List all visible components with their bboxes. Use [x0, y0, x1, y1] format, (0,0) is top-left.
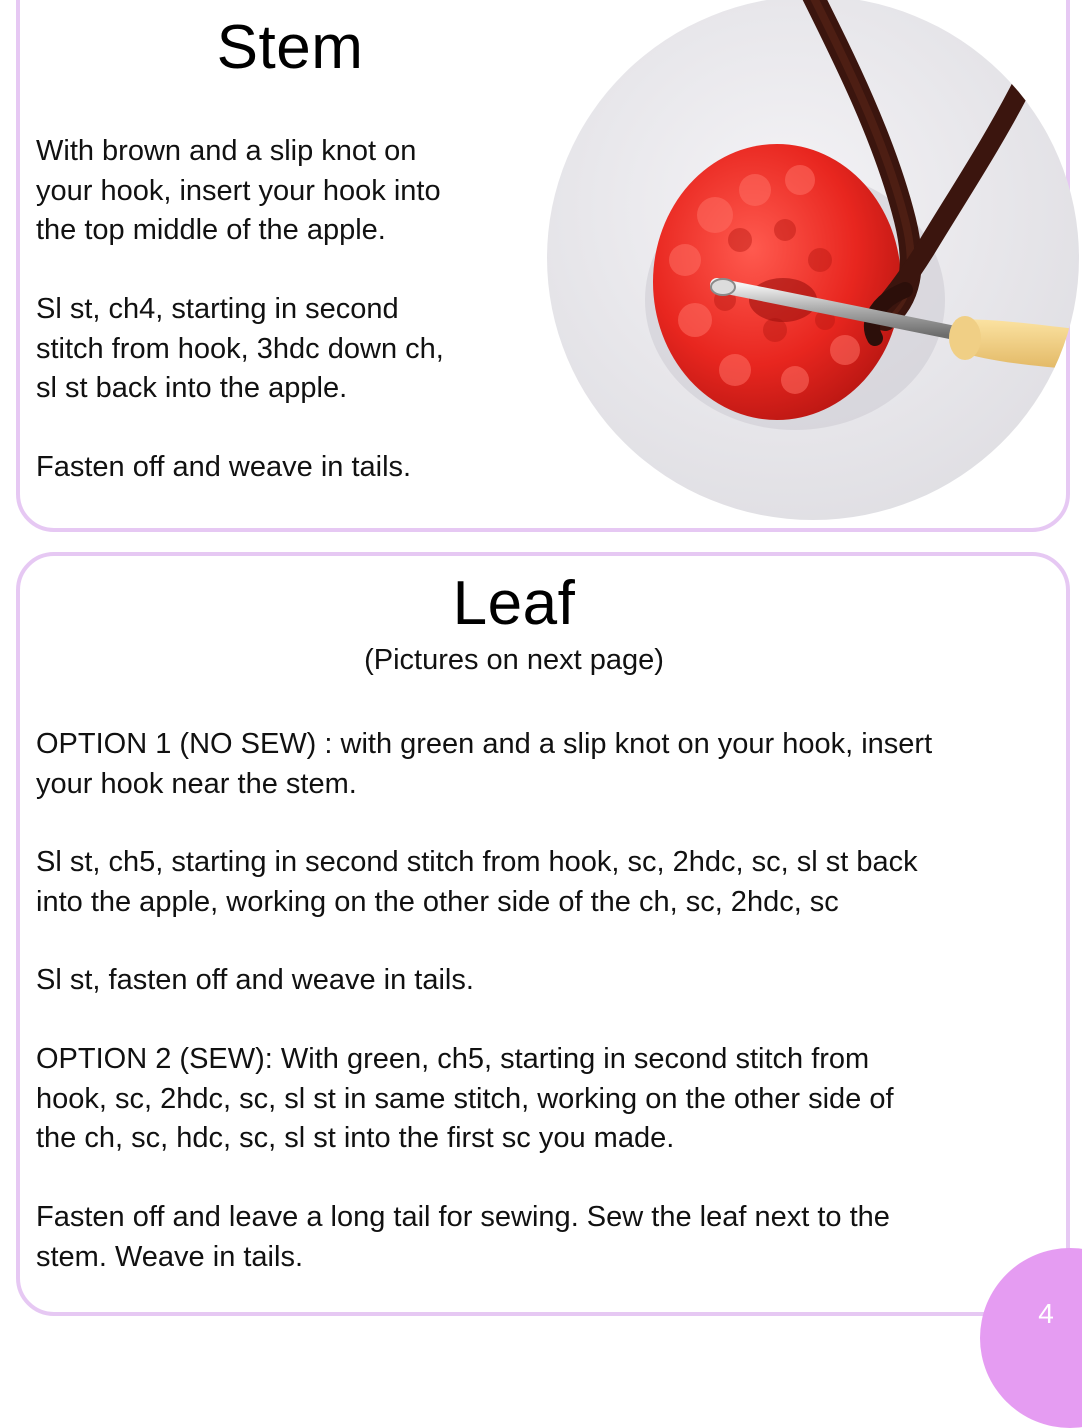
stem-paragraph-1: With brown and a slip knot on your hook, insert your hook into the top middle of the apple. [36, 135, 441, 246]
leaf-paragraph-1: OPTION 1 (NO SEW) : with green and a slip knot on your hook, insert your hook near the stem. [36, 728, 933, 800]
leaf-subtitle: (Pictures on next page) [364, 644, 664, 676]
leaf-paragraph-2: Sl st, ch5, starting in second stitch from hook, sc, 2hdc, sc, sl st back into the apple, working on the other side of the ch, sc, 2hdc, sc [36, 846, 918, 918]
crochet-apple-photo [545, 0, 1080, 520]
page-number: 4 [1038, 1298, 1054, 1329]
stem-paragraph-3: Fasten off and weave in tails. [36, 451, 412, 483]
stem-title: Stem [216, 13, 364, 82]
leaf-paragraph-4: OPTION 2 (SEW): With green, ch5, starting in second stitch from hook, sc, 2hdc, sc, sl st in same stitch, working on the other side of the ch, sc, hdc, sc, sl st into the first sc you made. [36, 1043, 894, 1154]
leaf-paragraph-3: Sl st, fasten off and weave in tails. [36, 964, 474, 996]
leaf-paragraph-5: Fasten off and leave a long tail for sewing. Sew the leaf next to the stem. Weave in tails. [36, 1201, 890, 1273]
stem-paragraph-2: Sl st, ch4, starting in second stitch from hook, 3hdc down ch, sl st back into the apple. [36, 293, 444, 404]
leaf-title: Leaf [452, 569, 576, 638]
